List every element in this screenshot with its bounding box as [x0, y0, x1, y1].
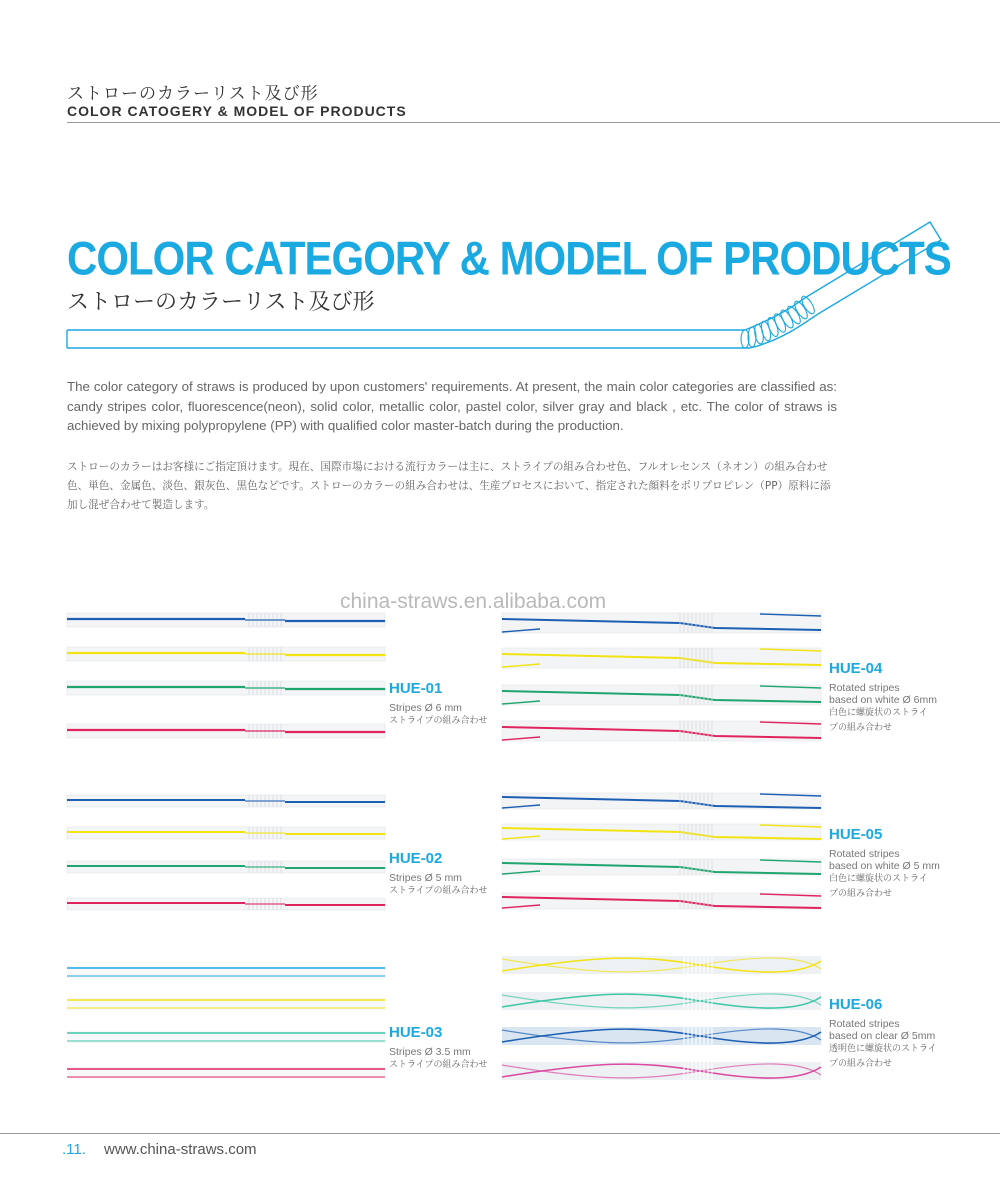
product-desc-jp: 透明色に螺旋状のストライ [829, 1044, 937, 1054]
intro-text-en: The color category of straws is produced by upon customers' requirements. At present, the main color categories are classified as: candy stripes color, fluorescence(neon), solid color, metallic color, pastel color, silver gray and black , etc. The color of straws is achieved by mixing polypropylene (PP) with qualified color master-batch during the production. [67, 379, 837, 433]
product-label-hue-01 [389, 680, 499, 729]
intro-text-jp: ストローのカラーはお客様にご指定頂けます。現在、国際市場における流行カラーは主に、ストライプの組み合わせ色、フルオレセンス（ネオン）の組み合わせ色、単色、金属色、淡色、銀灰色、黒色などです。ストローのカラーの組み合わせは、生産プロセスにおいて、指定された顔料をポリプロピレン（PP）原料に添加し混ぜ合わせて製造します。 [67, 461, 831, 511]
product-code: HUE-02 [389, 850, 443, 867]
product-desc-jp: 白色に螺旋状のストライ [829, 874, 928, 884]
product-desc-jp: ストライプの組み合わせ [389, 886, 488, 896]
product-desc-jp: ストライプの組み合わせ [389, 1060, 488, 1070]
product-desc: Stripes Ø 6 mm [389, 702, 462, 714]
watermark: china-straws.en.alibaba.com [340, 590, 607, 613]
footer-url[interactable]: www.china-straws.com [104, 1141, 257, 1158]
product-desc: Rotated stripes [829, 1018, 900, 1030]
header-title-jp: ストローのカラーリスト及び形 [67, 84, 319, 104]
product-desc: Stripes Ø 3.5 mm [389, 1046, 471, 1058]
product-desc-jp-2: プの組み合わせ [829, 889, 893, 899]
product-desc-jp-2: プの組み合わせ [829, 723, 893, 733]
product-desc-jp: ストライプの組み合わせ [389, 716, 488, 726]
product-code: HUE-05 [829, 826, 883, 843]
product-label-hue-05 [829, 826, 989, 902]
product-label-hue-03 [389, 1024, 499, 1073]
hero-subtitle: ストローのカラーリスト及び形 [67, 290, 375, 315]
product-desc-2: based on white Ø 6mm [829, 694, 937, 706]
product-code: HUE-03 [389, 1024, 443, 1041]
product-code: HUE-06 [829, 996, 883, 1013]
product-label-hue-06 [829, 996, 989, 1072]
product-code: HUE-01 [389, 680, 443, 697]
product-label-hue-02 [389, 850, 499, 899]
product-desc-2: based on clear Ø 5mm [829, 1030, 936, 1042]
bendy-straw-graphic [67, 222, 941, 348]
product-desc-2: based on white Ø 5 mm [829, 860, 940, 872]
product-desc: Rotated stripes [829, 682, 900, 694]
product-code: HUE-04 [829, 660, 883, 677]
hero-title: COLOR CATEGORY & MODEL OF PRODUCTS [67, 232, 951, 285]
footer-divider [0, 1133, 1000, 1134]
product-desc-jp-2: プの組み合わせ [829, 1059, 893, 1069]
header-title-en: COLOR CATOGERY & MODEL OF PRODUCTS [67, 103, 407, 119]
product-desc: Rotated stripes [829, 848, 900, 860]
product-desc: Stripes Ø 5 mm [389, 872, 462, 884]
product-label-hue-04 [829, 660, 989, 736]
page-number: .11. [62, 1141, 86, 1158]
product-desc-jp: 白色に螺旋状のストライ [829, 708, 928, 718]
